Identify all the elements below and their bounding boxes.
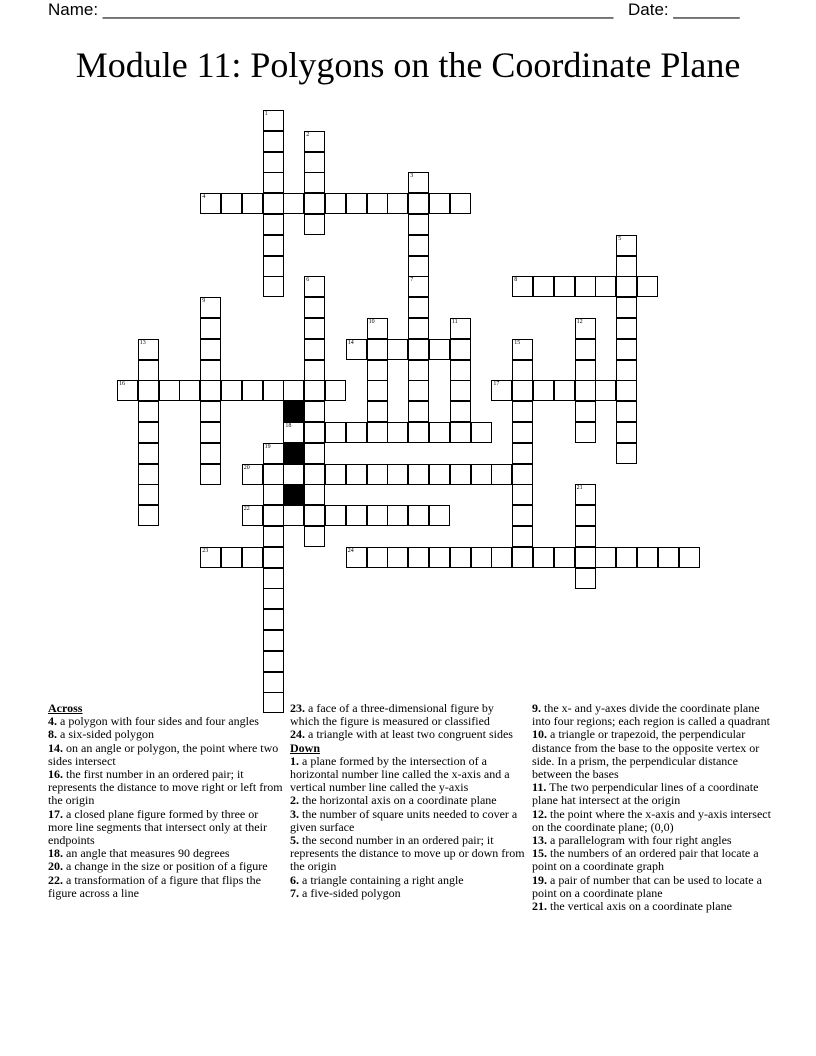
crossword-cell[interactable]	[263, 172, 284, 193]
crossword-cell[interactable]	[533, 276, 554, 297]
clue-number: 17	[493, 381, 500, 388]
crossword-cell[interactable]	[429, 193, 450, 214]
clue-down-13: 13. a parallelogram with four right angles	[532, 833, 732, 848]
crossword-cell[interactable]	[263, 380, 284, 401]
crossword-cell[interactable]	[575, 568, 596, 589]
crossword-cell[interactable]	[408, 276, 429, 297]
crossword-cell[interactable]	[471, 422, 492, 443]
crossword-cell[interactable]	[304, 339, 325, 360]
clue-across-23: 23. a face of a three-dimensional figure by which the figure is measured or classified	[290, 701, 494, 729]
crossword-cell[interactable]	[346, 547, 367, 568]
crossword-cell[interactable]	[283, 380, 304, 401]
crossword-cell[interactable]	[200, 547, 221, 568]
crossword-cell[interactable]	[429, 339, 450, 360]
crossword-cell[interactable]	[408, 214, 429, 235]
crossword-cell[interactable]	[367, 360, 388, 381]
crossword-cell[interactable]	[616, 276, 637, 297]
crossword-cell[interactable]	[512, 401, 533, 422]
crossword-cell[interactable]	[263, 588, 284, 609]
clues-column-3	[532, 702, 772, 913]
crossword-cell[interactable]	[200, 401, 221, 422]
crossword-cell[interactable]	[658, 547, 679, 568]
crossword-cell[interactable]	[450, 401, 471, 422]
clue-number: 10	[368, 319, 375, 325]
crossword-cell[interactable]	[450, 547, 471, 568]
clue-across-8: 8. a six-sided polygon	[48, 727, 154, 742]
crossword-cell[interactable]	[512, 484, 533, 505]
blocked-cell	[283, 443, 304, 464]
crossword-cell[interactable]	[575, 526, 596, 547]
crossword-cell[interactable]	[304, 505, 325, 526]
across-heading: Across	[48, 701, 83, 715]
clue-number: 6	[306, 277, 310, 284]
crossword-cell[interactable]	[200, 318, 221, 339]
clue-number: 24	[347, 547, 354, 554]
clue-across-22: 22. a transformation of a figure that flips the figure across a line	[48, 872, 261, 900]
crossword-cell[interactable]	[263, 131, 284, 152]
clue-down-21: 21. the vertical axis on a coordinate plane	[532, 899, 732, 914]
crossword-cell[interactable]	[304, 422, 325, 443]
crossword-cell[interactable]	[263, 630, 284, 651]
clue-number: 11	[451, 319, 458, 325]
crossword-cell[interactable]	[138, 464, 159, 485]
crossword-cell[interactable]	[512, 505, 533, 526]
crossword-cell[interactable]	[408, 380, 429, 401]
clue-down-3: 3. the number of square units needed to cover a given surface	[290, 806, 518, 834]
crossword-cell[interactable]	[679, 547, 700, 568]
clue-across-14: 14. on an angle or polygon, the point where two sides intersect	[48, 740, 279, 768]
crossword-cell[interactable]	[304, 360, 325, 381]
crossword-cell[interactable]	[367, 401, 388, 422]
crossword-cell[interactable]	[450, 380, 471, 401]
crossword-cell[interactable]	[263, 193, 284, 214]
crossword-cell[interactable]	[138, 443, 159, 464]
crossword-cell[interactable]	[346, 339, 367, 360]
crossword-cell[interactable]	[616, 235, 637, 256]
crossword-cell[interactable]	[616, 380, 637, 401]
crossword-cell[interactable]	[387, 505, 408, 526]
clue-number: 15	[514, 339, 521, 346]
crossword-cell[interactable]	[263, 672, 284, 693]
crossword-cell[interactable]	[616, 547, 637, 568]
crossword-cell[interactable]	[242, 464, 263, 485]
crossword-cell[interactable]	[263, 443, 284, 464]
crossword-cell[interactable]	[367, 505, 388, 526]
crossword-cell[interactable]	[429, 464, 450, 485]
crossword-cell[interactable]	[179, 380, 200, 401]
crossword-cell[interactable]	[221, 193, 242, 214]
clue-number: 7	[410, 277, 414, 284]
crossword-cell[interactable]	[616, 256, 637, 277]
crossword-cell[interactable]	[408, 360, 429, 381]
crossword-cell[interactable]	[367, 422, 388, 443]
clues-column-1	[48, 702, 284, 900]
crossword-cell[interactable]	[450, 360, 471, 381]
clue-number: 21	[576, 485, 583, 492]
crossword-cell[interactable]	[450, 318, 471, 339]
crossword-cell[interactable]	[325, 193, 346, 214]
blocked-cell	[283, 401, 304, 422]
crossword-cell[interactable]	[616, 339, 637, 360]
crossword-cell[interactable]	[283, 464, 304, 485]
crossword-cell[interactable]	[346, 505, 367, 526]
crossword-cell[interactable]	[575, 547, 596, 568]
crossword-cell[interactable]	[512, 443, 533, 464]
clue-number: 5	[618, 235, 622, 242]
crossword-cell[interactable]	[387, 547, 408, 568]
crossword-cell[interactable]	[242, 380, 263, 401]
clue-down-15: 15. the numbers of an ordered pair that locate a point on a coordinate graph	[532, 846, 759, 874]
crossword-cell[interactable]	[471, 547, 492, 568]
crossword-cell[interactable]	[325, 505, 346, 526]
crossword-cell[interactable]	[200, 360, 221, 381]
clue-number: 2	[306, 131, 310, 138]
clue-down-9: 9. the x- and y-axes divide the coordinate plane into four regions; each region is called a quadrant	[532, 701, 770, 729]
crossword-cell[interactable]	[263, 464, 284, 485]
crossword-cell[interactable]	[575, 339, 596, 360]
crossword-cell[interactable]	[200, 422, 221, 443]
crossword-cell[interactable]	[408, 318, 429, 339]
crossword-cell[interactable]	[138, 505, 159, 526]
clue-number: 3	[410, 173, 414, 180]
crossword-cell[interactable]	[387, 193, 408, 214]
clue-across-24: 24. a triangle with at least two congruent sides	[290, 727, 513, 742]
crossword-cell[interactable]	[304, 131, 325, 152]
clue-down-1: 1. a plane formed by the intersection of a horizontal number line called the x-axis and a vertical number line called the y-axis	[290, 753, 510, 795]
clue-across-4: 4. a polygon with four sides and four angles	[48, 714, 259, 729]
crossword-cell[interactable]	[408, 235, 429, 256]
crossword-cell[interactable]	[450, 193, 471, 214]
crossword-cell[interactable]	[325, 422, 346, 443]
name-field[interactable]: Name: ______________________________________________________	[48, 0, 614, 19]
clue-down-5: 5. the second number in an ordered pair; it represents the distance to move up or down from the origin	[290, 833, 525, 874]
crossword-cell[interactable]	[408, 547, 429, 568]
clue-number: 12	[576, 319, 583, 325]
page-title: Module 11: Polygons on the Coordinate Plane	[75, 45, 741, 85]
down-heading: Down	[290, 740, 321, 755]
crossword-cell[interactable]	[138, 380, 159, 401]
crossword-cell[interactable]	[595, 380, 616, 401]
crossword-cell[interactable]	[346, 464, 367, 485]
crossword-cell[interactable]	[367, 193, 388, 214]
clue-number: 20	[243, 464, 250, 471]
crossword-cell[interactable]	[533, 380, 554, 401]
crossword-cell[interactable]	[408, 505, 429, 526]
crossword-cell[interactable]	[325, 380, 346, 401]
crossword-cell[interactable]	[304, 193, 325, 214]
crossword-cell[interactable]	[367, 464, 388, 485]
crossword-cell[interactable]	[471, 464, 492, 485]
crossword-cell[interactable]	[575, 401, 596, 422]
crossword-cell[interactable]	[575, 380, 596, 401]
crossword-cell[interactable]	[387, 464, 408, 485]
crossword-cell[interactable]	[512, 276, 533, 297]
crossword-cell[interactable]	[533, 547, 554, 568]
clue-across-20: 20. a change in the size or position of a figure	[48, 859, 268, 874]
crossword-cell[interactable]	[138, 339, 159, 360]
crossword-cell[interactable]	[575, 360, 596, 381]
crossword-cell[interactable]	[304, 380, 325, 401]
crossword-cell[interactable]	[263, 152, 284, 173]
clue-number: 18	[285, 423, 292, 429]
clue-down-12: 12. the point where the x-axis and y-axis intersect on the coordinate plane; (0,0)	[532, 806, 771, 834]
crossword-cell[interactable]	[408, 172, 429, 193]
crossword-cell[interactable]	[512, 339, 533, 360]
crossword-cell[interactable]	[575, 484, 596, 505]
crossword-cell[interactable]	[491, 464, 512, 485]
crossword-cell[interactable]	[408, 464, 429, 485]
crossword-cell[interactable]	[575, 318, 596, 339]
clue-number: 8	[514, 277, 518, 284]
crossword-cell[interactable]	[283, 505, 304, 526]
clue-number: 16	[119, 381, 125, 388]
crossword-cell[interactable]	[346, 422, 367, 443]
crossword-cell[interactable]	[512, 422, 533, 443]
crossword-cell[interactable]	[242, 505, 263, 526]
crossword-cell[interactable]	[304, 214, 325, 235]
crossword-cell[interactable]	[595, 547, 616, 568]
clue-down-7: 7. a five-sided polygon	[290, 885, 401, 900]
crossword-cell[interactable]	[450, 422, 471, 443]
crossword-cell[interactable]	[408, 193, 429, 214]
crossword-cell[interactable]	[367, 318, 388, 339]
crossword-cell[interactable]	[263, 609, 284, 630]
crossword-cell[interactable]	[304, 297, 325, 318]
crossword-cell[interactable]	[429, 422, 450, 443]
crossword-cell[interactable]	[200, 443, 221, 464]
crossword-cell[interactable]	[263, 651, 284, 672]
crossword-cell[interactable]	[491, 547, 512, 568]
crossword-cell[interactable]	[408, 401, 429, 422]
crossword-cell[interactable]	[242, 547, 263, 568]
crossword-cell[interactable]	[263, 235, 284, 256]
crossword-cell[interactable]	[117, 380, 138, 401]
crossword-cell[interactable]	[387, 422, 408, 443]
crossword-cell[interactable]	[512, 380, 533, 401]
clue-across-18: 18. an angle that measures 90 degrees	[48, 846, 230, 861]
crossword-cell[interactable]	[221, 380, 242, 401]
crossword-cell[interactable]	[138, 484, 159, 505]
crossword-cell[interactable]	[200, 297, 221, 318]
crossword-cell[interactable]	[200, 339, 221, 360]
clue-down-2: 2. the horizontal axis on a coordinate plane	[290, 793, 497, 808]
crossword-cell[interactable]	[304, 318, 325, 339]
crossword-cell[interactable]	[575, 276, 596, 297]
crossword-cell[interactable]	[138, 422, 159, 443]
crossword-cell[interactable]	[512, 464, 533, 485]
crossword-cell[interactable]	[263, 547, 284, 568]
crossword-cell[interactable]	[387, 339, 408, 360]
crossword-cell[interactable]	[346, 193, 367, 214]
crossword-cell[interactable]	[429, 547, 450, 568]
crossword-cell[interactable]	[200, 193, 221, 214]
clue-down-10: 10. a triangle or trapezoid, the perpendicular distance from the base to the opposite vertex or side. In a prism, the perpendicular distance between the bases	[532, 727, 760, 782]
clue-down-6: 6. a triangle containing a right angle	[290, 872, 464, 887]
crossword-cell[interactable]	[304, 443, 325, 464]
crossword-cell[interactable]	[304, 464, 325, 485]
crossword-cell[interactable]	[554, 547, 575, 568]
crossword-cell[interactable]	[637, 276, 658, 297]
crossword-cell[interactable]	[595, 276, 616, 297]
crossword-cell[interactable]	[138, 401, 159, 422]
crossword-cell[interactable]	[637, 547, 658, 568]
clue-number: 19	[264, 443, 271, 450]
clue-number: 1	[264, 111, 268, 117]
crossword-cell[interactable]	[554, 380, 575, 401]
crossword-cell[interactable]	[616, 443, 637, 464]
crossword-cell[interactable]	[138, 360, 159, 381]
clue-down-19: 19. a pair of number that can be used to locate a point on a coordinate plane	[532, 872, 762, 900]
crossword-cell[interactable]	[325, 464, 346, 485]
crossword-cell[interactable]	[159, 380, 180, 401]
crossword-cell[interactable]	[200, 464, 221, 485]
crossword-cell[interactable]	[367, 339, 388, 360]
crossword-cell[interactable]	[221, 547, 242, 568]
crossword-cell[interactable]	[512, 360, 533, 381]
clue-number: 4	[202, 194, 206, 201]
crossword-cell[interactable]	[512, 547, 533, 568]
crossword-cell[interactable]	[304, 152, 325, 173]
crossword-cell[interactable]	[304, 484, 325, 505]
crossword-cell[interactable]	[450, 464, 471, 485]
crossword-cell[interactable]	[304, 401, 325, 422]
crossword-cell[interactable]	[263, 568, 284, 589]
clue-number: 13	[139, 339, 146, 346]
crossword-cell[interactable]	[263, 505, 284, 526]
crossword-cell[interactable]	[491, 380, 512, 401]
crossword-cell[interactable]	[616, 297, 637, 318]
crossword-cell[interactable]	[263, 484, 284, 505]
crossword-cell[interactable]	[367, 380, 388, 401]
crossword-cell[interactable]	[263, 110, 284, 131]
clue-across-17: 17. a closed plane figure formed by three or more line segments that intersect only at their endpoints	[48, 806, 267, 848]
crossword-cell[interactable]	[242, 193, 263, 214]
crossword-cell[interactable]	[408, 297, 429, 318]
crossword-cell[interactable]	[408, 422, 429, 443]
clue-number: 22	[243, 506, 250, 513]
crossword-cell[interactable]	[616, 401, 637, 422]
clue-number: 23	[202, 547, 209, 554]
crossword-cell[interactable]	[450, 339, 471, 360]
crossword-cell[interactable]	[283, 193, 304, 214]
crossword-cell[interactable]	[304, 526, 325, 547]
crossword-cell[interactable]	[554, 276, 575, 297]
clue-down-11: 11. The two perpendicular lines of a coordinate plane hat intersect at the origin	[532, 780, 759, 808]
crossword-cell[interactable]	[263, 256, 284, 277]
crossword-cell[interactable]	[283, 422, 304, 443]
crossword-cell[interactable]	[304, 172, 325, 193]
crossword-cell[interactable]	[575, 422, 596, 443]
crossword-cell[interactable]	[367, 547, 388, 568]
crossword-cell[interactable]	[408, 256, 429, 277]
crossword-cell[interactable]	[263, 214, 284, 235]
crossword-cell[interactable]	[429, 505, 450, 526]
crossword-cell[interactable]	[263, 526, 284, 547]
crossword-cell[interactable]	[616, 360, 637, 381]
blocked-cell	[283, 484, 304, 505]
clue-across-16: 16. the first number in an ordered pair; it represents the distance to move right or left from the origin	[48, 767, 283, 808]
clue-number: 9	[202, 298, 206, 305]
crossword-cell[interactable]	[200, 380, 221, 401]
crossword-cell[interactable]	[408, 339, 429, 360]
crossword-cell[interactable]	[616, 422, 637, 443]
crossword-cell[interactable]	[575, 505, 596, 526]
crossword-cell[interactable]	[616, 318, 637, 339]
crossword-cell[interactable]	[512, 526, 533, 547]
clues-column-2	[290, 702, 526, 900]
date-field[interactable]: Date: _______	[628, 0, 740, 19]
crossword-cell[interactable]	[304, 276, 325, 297]
clue-number: 14	[347, 339, 354, 346]
crossword-cell[interactable]	[263, 276, 284, 297]
